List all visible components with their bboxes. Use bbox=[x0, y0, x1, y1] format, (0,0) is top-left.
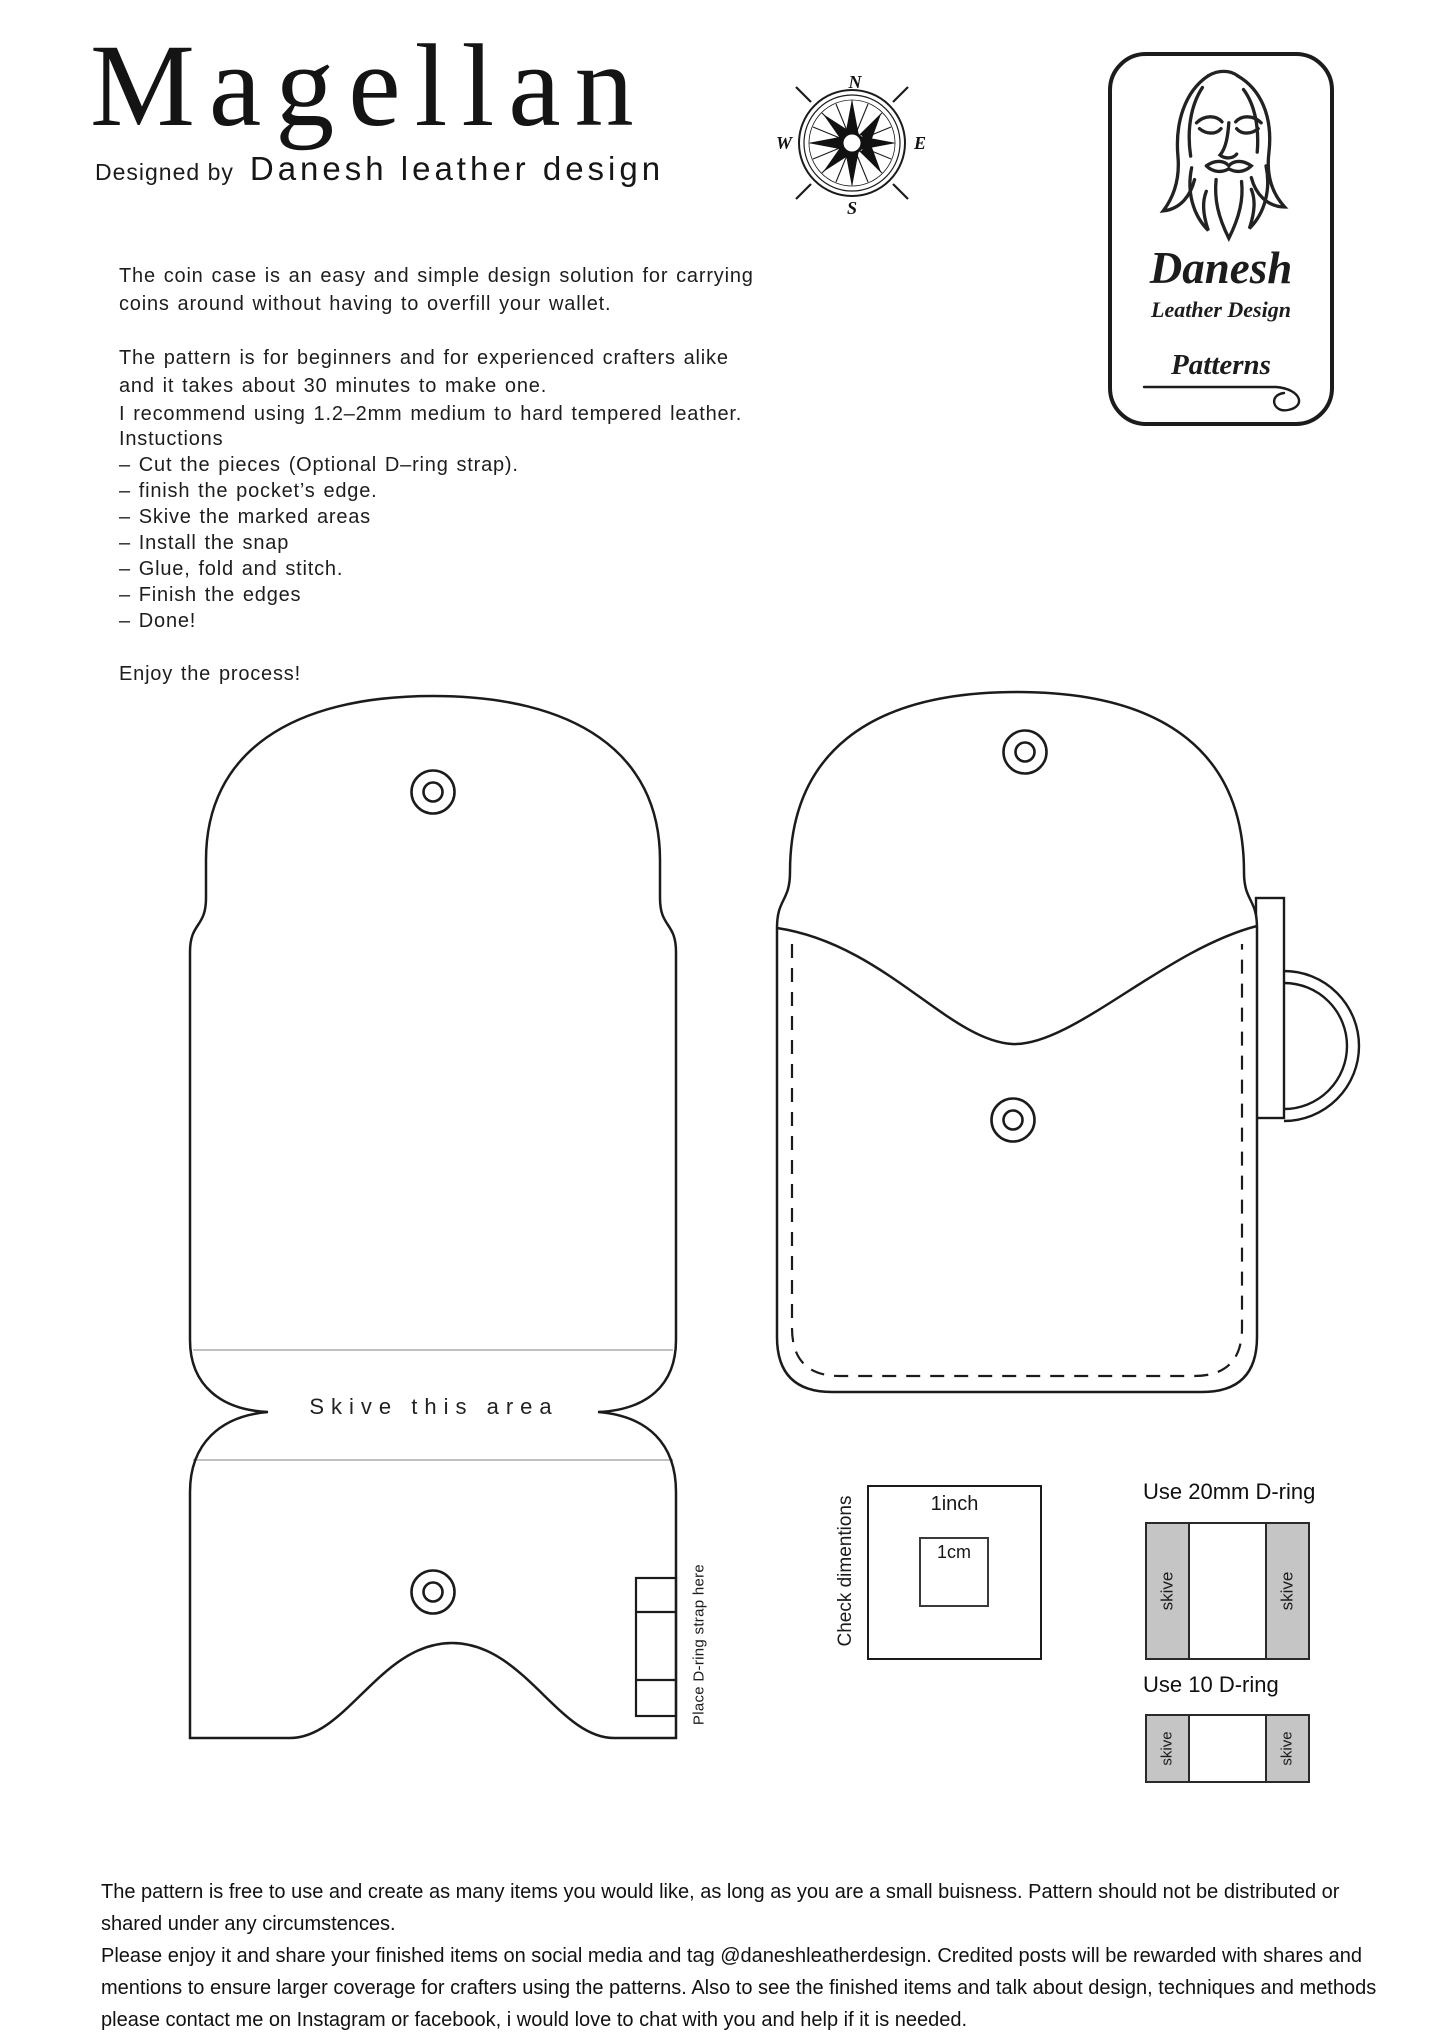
snap-hole bbox=[412, 771, 455, 814]
instruction-item: – Glue, fold and stitch. bbox=[119, 558, 344, 580]
closing-line: Enjoy the process! bbox=[119, 663, 301, 685]
text-line: The pattern is for beginners and for experienced crafters alike bbox=[119, 347, 729, 369]
footer-line: The pattern is free to use and create as many items you would like, as long as you are a small buisness. Pattern should not be distributed or bbox=[101, 1881, 1340, 1903]
instruction-item: – Skive the marked areas bbox=[119, 506, 371, 528]
assembled-pattern-outline bbox=[777, 692, 1257, 1392]
instruction-item: – Done! bbox=[119, 610, 197, 632]
skive-label: skive bbox=[1159, 1731, 1176, 1766]
use-20mm-dring-label: Use 20mm D-ring bbox=[1143, 1479, 1316, 1504]
page-title: Magellan bbox=[90, 20, 648, 151]
compass-north-label: N bbox=[848, 72, 862, 92]
dring-strap-template-20mm bbox=[1145, 1522, 1310, 1660]
dring-strap-template-10 bbox=[1145, 1714, 1310, 1783]
inch-gauge-box bbox=[867, 1485, 1042, 1660]
use-10-dring-label: Use 10 D-ring bbox=[1143, 1672, 1279, 1697]
text-line: The coin case is an easy and simple design solution for carrying bbox=[119, 265, 754, 287]
snap-hole bbox=[412, 1571, 455, 1614]
logo-brand-name: Danesh bbox=[1149, 243, 1293, 293]
skive-label: skive bbox=[1157, 1571, 1177, 1611]
strap-placement-box bbox=[636, 1578, 676, 1716]
license-footer bbox=[101, 1876, 1376, 2036]
instruction-item: – Install the snap bbox=[119, 532, 290, 554]
instruction-item: – Cut the pieces (Optional D–ring strap). bbox=[119, 454, 519, 476]
logo-subtitle: Leather Design bbox=[1151, 297, 1291, 322]
designed-by-label: Designed by bbox=[95, 159, 234, 185]
text-line: I recommend using 1.2–2mm medium to hard tempered leather. bbox=[119, 403, 743, 425]
compass-south-label: S bbox=[846, 198, 858, 218]
instruction-item: – Finish the edges bbox=[119, 584, 302, 606]
skive-zone bbox=[1147, 1524, 1190, 1658]
place-dring-label: Place D-ring strap here bbox=[690, 1563, 708, 1726]
strap-middle bbox=[1190, 1524, 1265, 1658]
cm-label: 1cm bbox=[936, 1542, 971, 1562]
compass-west-label: W bbox=[775, 133, 793, 153]
skive-zone bbox=[1265, 1716, 1308, 1781]
logo-patterns-label: Patterns bbox=[1171, 349, 1271, 381]
footer-line: shared under any circumstences. bbox=[101, 1913, 396, 1935]
skive-label: skive bbox=[1279, 1731, 1296, 1766]
brand-name: Danesh leather design bbox=[249, 150, 665, 187]
compass-east-label: E bbox=[913, 133, 927, 153]
text-line: coins around without having to overfill your wallet. bbox=[119, 293, 612, 315]
check-dimensions-label: Check dimentions bbox=[835, 1495, 856, 1647]
skive-zone bbox=[1265, 1524, 1308, 1658]
skive-label: skive bbox=[1277, 1571, 1297, 1611]
skive-area-label: Skive this area bbox=[309, 1394, 559, 1419]
instructions-title: Instuctions bbox=[119, 428, 224, 450]
strap-middle bbox=[1190, 1716, 1265, 1781]
skive-zone bbox=[1147, 1716, 1190, 1781]
footer-line: mentions to ensure larger coverage for crafters using the patterns. Also to see the finished items and talk about design, techniques and methods bbox=[101, 1977, 1377, 1999]
d-ring bbox=[1256, 898, 1359, 1121]
cm-gauge-box bbox=[919, 1537, 989, 1607]
instruction-item: – finish the pocket’s edge. bbox=[119, 480, 378, 502]
footer-line: please contact me on Instagram or facebook, i would love to chat with you and help if it is needed. bbox=[101, 2009, 968, 2031]
inch-label: 1inch bbox=[930, 1493, 979, 1515]
footer-line: Please enjoy it and share your finished items on social media and tag @daneshleatherdesign. Credited posts will be rewarded with shares and bbox=[101, 1945, 1363, 1967]
text-line: and it takes about 30 minutes to make one. bbox=[119, 375, 548, 397]
